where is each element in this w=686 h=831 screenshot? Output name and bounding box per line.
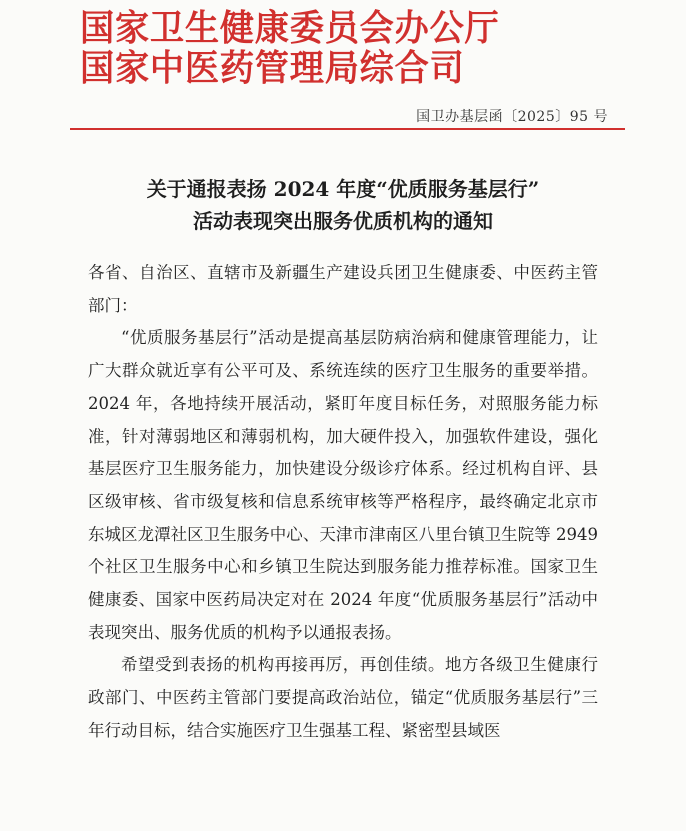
letterhead (80, 8, 626, 88)
issuer-name-2: 国家中医药管理局综合司 (80, 47, 465, 89)
title-line-1: 关于通报表扬 2024 年度“优质服务基层行” (146, 177, 540, 201)
document-number: 国卫办基层函〔2025〕95 号 (416, 109, 608, 125)
document-title (95, 173, 591, 237)
salutation: 各省、自治区、直辖市及新疆生产建设兵团卫生健康委、中医药主管部门： (88, 263, 598, 315)
document-body (88, 257, 598, 748)
body-paragraph-1: “优质服务基层行”活动是提高基层防病治病和健康管理能力，让广大群众就近享有公平可及、系统连续的医疗卫生服务的重要举措。2024 年，各地持续开展活动，紧盯年度目标任务，对照服务能力标准，针对薄弱地区和薄弱机构，加大硬件投入，加强软件建设，强化基层医疗卫生服务能力，加快建设分级诊疗体系。经过机构自评、县区级审核、省市级复核和信息系统审核等严格程序，最终确定北京市东城区龙潭社区卫生服务中心、天津市津南区八里台镇卫生院等 2949 个社区卫生服务中心和乡镇卫生院达到服务能力推荐标准。国家卫生健康委、国家中医药局决定对在 2024 年度“优质服务基层行”活动中表现突出、服务优质的机构予以通报表扬。 (88, 328, 598, 642)
letterhead-divider (70, 128, 625, 130)
title-line-2: 活动表现突出服务优质机构的通知 (193, 209, 493, 233)
issuer-name-1: 国家卫生健康委员会办公厅 (80, 7, 500, 49)
body-paragraph-2: 希望受到表扬的机构再接再厉，再创佳绩。地方各级卫生健康行政部门、中医药主管部门要提高政治站位，锚定“优质服务基层行”三年行动目标，结合实施医疗卫生强基工程、紧密型县域医 (88, 655, 598, 740)
